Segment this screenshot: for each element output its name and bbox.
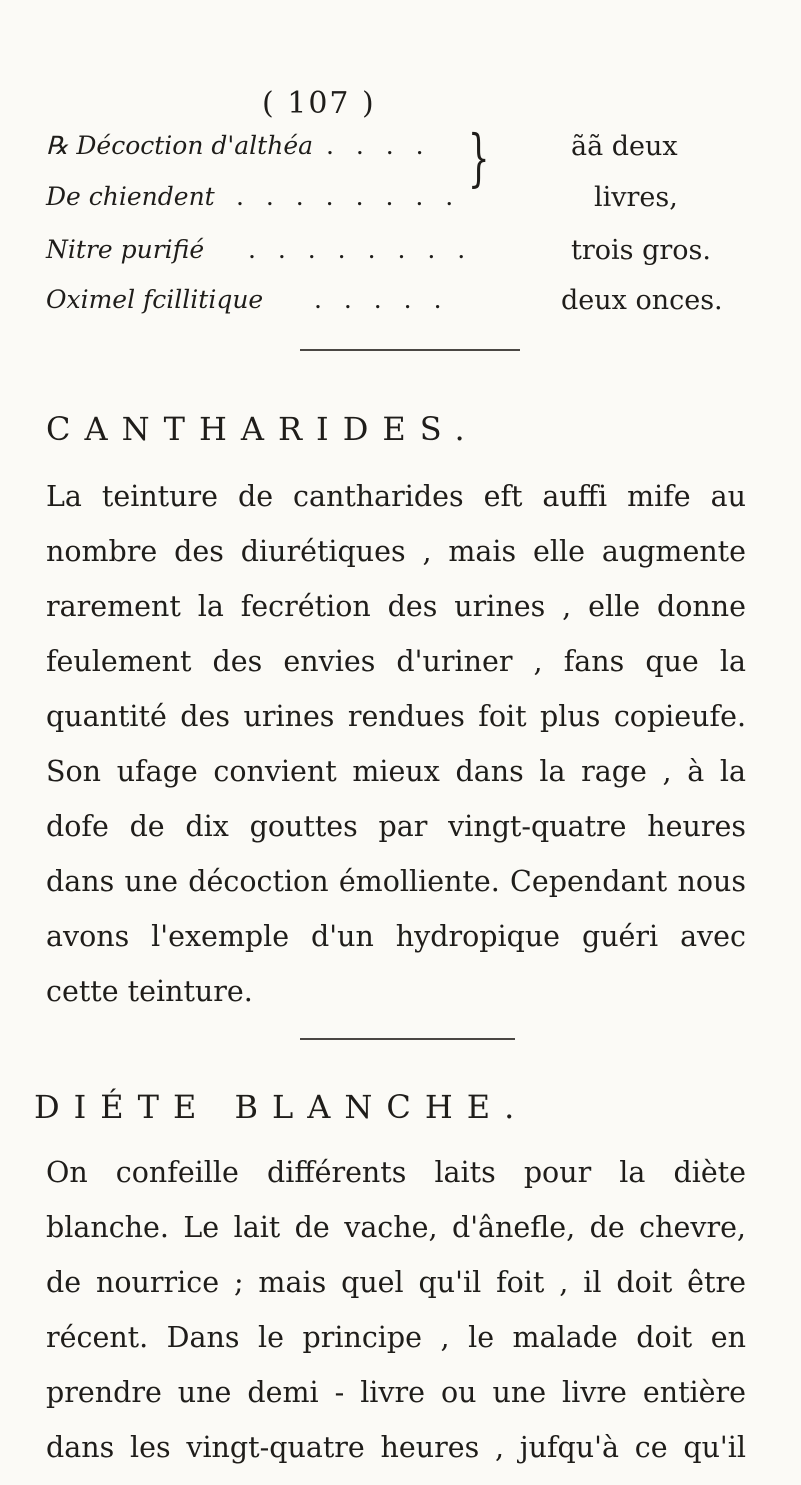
text-line: cette teinture. [46, 975, 253, 1008]
text-line: avons l'exemple d'un hydropique guéri avec [46, 920, 746, 953]
ingredient-quantity: livres, [594, 182, 678, 213]
recipe-row [46, 131, 746, 175]
ingredient-name: De chiendent [46, 182, 215, 211]
text-line: dofe de dix gouttes par vingt-quatre heures [46, 810, 746, 843]
text-line: prendre une demi - livre ou une livre entière [46, 1376, 746, 1409]
text-line: blanche. Le lait de vache, d'ânefle, de chevre, [46, 1211, 746, 1244]
text-line: Son ufage convient mieux dans la rage , à la [46, 755, 746, 788]
recipe-row [46, 182, 746, 226]
ingredient-name: Oximel fcillitique [46, 285, 264, 314]
ingredient-quantity: ãã deux [571, 131, 678, 162]
curly-brace-ornament: } [467, 121, 490, 194]
section-divider [300, 1038, 515, 1040]
section-heading: CANTHARIDES. [46, 410, 479, 448]
leader-dots: . . . . . [314, 285, 449, 314]
ingredient-name: Nitre purifié [46, 235, 205, 264]
page-number: ( 107 ) [262, 86, 376, 121]
text-line: rarement la fecrétion des urines , elle donne [46, 590, 746, 623]
text-line: feulement des envies d'uriner , fans que la [46, 645, 746, 678]
text-line: récent. Dans le principe , le malade doit en [46, 1321, 746, 1354]
text-line: de nourrice ; mais quel qu'il foit , il doit être [46, 1266, 746, 1299]
text-line: La teinture de cantharides eft auffi mife au [46, 480, 746, 513]
text-line: On confeille différents laits pour la diète [46, 1156, 746, 1189]
section-divider [300, 349, 520, 351]
ingredient-name: ℞ Décoction d'althéa [46, 131, 314, 160]
ingredient-quantity: trois gros. [571, 235, 711, 266]
leader-dots: . . . . . . . . [236, 182, 461, 211]
leader-dots: . . . . [326, 131, 431, 160]
ingredient-quantity: deux onces. [561, 285, 723, 316]
recipe-row [46, 235, 746, 279]
text-line: quantité des urines rendues foit plus copieufe. [46, 700, 746, 733]
text-line: dans les vingt-quatre heures , jufqu'à ce qu'il [46, 1431, 746, 1464]
section-paragraph [46, 469, 746, 1019]
text-line: nombre des diurétiques , mais elle augmente [46, 535, 746, 568]
section-paragraph [46, 1145, 746, 1475]
text-line: dans une décoction émolliente. Cependant nous [46, 865, 746, 898]
leader-dots: . . . . . . . . [248, 235, 473, 264]
section-heading: DIÉTE BLANCHE. [34, 1088, 529, 1126]
recipe-row [46, 285, 746, 329]
